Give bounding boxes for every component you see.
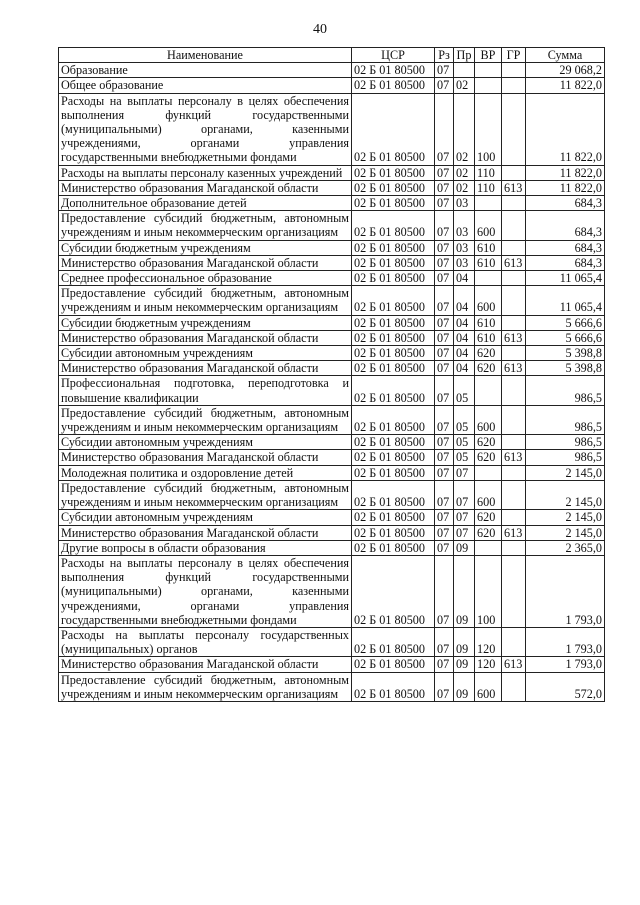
cell-gr: 613 — [502, 657, 526, 672]
cell-name: Субсидии автономным учреждениям — [59, 346, 352, 361]
cell-sum: 11 822,0 — [526, 180, 605, 195]
cell-name: Министерство образования Магаданской области — [59, 450, 352, 465]
table-row — [59, 361, 605, 376]
cell-sum: 684,3 — [526, 240, 605, 255]
cell-name: Предоставление субсидий бюджетным, автономным учреждениям и иным некоммерческим организациям — [59, 286, 352, 315]
cell-vr: 610 — [475, 240, 502, 255]
cell-name: Министерство образования Магаданской области — [59, 361, 352, 376]
cell-gr — [502, 315, 526, 330]
cell-name: Субсидии бюджетным учреждениям — [59, 240, 352, 255]
cell-name: Образование — [59, 63, 352, 78]
cell-pr: 04 — [454, 330, 475, 345]
cell-rz: 07 — [435, 540, 454, 555]
cell-rz: 07 — [435, 240, 454, 255]
table-row — [59, 540, 605, 555]
cell-name: Предоставление субсидий бюджетным, автономным учреждениям и иным некоммерческим организациям — [59, 672, 352, 701]
table-row — [59, 93, 605, 165]
header-pr: Пр — [454, 48, 475, 63]
cell-rz: 07 — [435, 465, 454, 480]
cell-sum: 11 822,0 — [526, 78, 605, 93]
cell-gr — [502, 627, 526, 656]
cell-csr: 02 Б 01 80500 — [352, 672, 435, 701]
cell-csr: 02 Б 01 80500 — [352, 657, 435, 672]
cell-name: Среднее профессиональное образование — [59, 271, 352, 286]
cell-pr: 09 — [454, 672, 475, 701]
cell-name: Предоставление субсидий бюджетным, автономным учреждениям и иным некоммерческим организациям — [59, 480, 352, 509]
cell-pr: 07 — [454, 525, 475, 540]
cell-sum: 29 068,2 — [526, 63, 605, 78]
cell-vr: 600 — [475, 286, 502, 315]
cell-sum: 11 065,4 — [526, 286, 605, 315]
cell-name: Субсидии бюджетным учреждениям — [59, 315, 352, 330]
cell-rz: 07 — [435, 405, 454, 434]
cell-sum: 1 793,0 — [526, 657, 605, 672]
cell-pr: 09 — [454, 627, 475, 656]
cell-csr: 02 Б 01 80500 — [352, 465, 435, 480]
cell-name: Предоставление субсидий бюджетным, автономным учреждениям и иным некоммерческим организациям — [59, 211, 352, 240]
table-row — [59, 78, 605, 93]
cell-vr: 600 — [475, 211, 502, 240]
table-row — [59, 525, 605, 540]
cell-name: Расходы на выплаты персоналу в целях обеспечения выполнения функций государственными (муниципальными) органами, казенными учреждениями, органами управления государственными внебюджетными фондами — [59, 93, 352, 165]
cell-csr: 02 Б 01 80500 — [352, 376, 435, 405]
cell-pr: 04 — [454, 361, 475, 376]
cell-sum: 2 365,0 — [526, 540, 605, 555]
cell-gr — [502, 93, 526, 165]
table-row — [59, 196, 605, 211]
cell-sum: 5 666,6 — [526, 315, 605, 330]
cell-gr — [502, 78, 526, 93]
cell-vr — [475, 78, 502, 93]
cell-rz: 07 — [435, 93, 454, 165]
table-body — [59, 63, 605, 702]
cell-vr: 100 — [475, 93, 502, 165]
cell-pr: 04 — [454, 315, 475, 330]
page-number: 40 — [313, 22, 327, 37]
cell-pr — [454, 63, 475, 78]
cell-rz: 07 — [435, 346, 454, 361]
cell-csr: 02 Б 01 80500 — [352, 627, 435, 656]
cell-rz: 07 — [435, 657, 454, 672]
cell-csr: 02 Б 01 80500 — [352, 480, 435, 509]
cell-csr: 02 Б 01 80500 — [352, 435, 435, 450]
cell-vr: 620 — [475, 361, 502, 376]
cell-pr: 07 — [454, 465, 475, 480]
header-rz: Рз — [435, 48, 454, 63]
cell-rz: 07 — [435, 211, 454, 240]
cell-rz: 07 — [435, 286, 454, 315]
table-row — [59, 211, 605, 240]
cell-csr: 02 Б 01 80500 — [352, 315, 435, 330]
header-name: Наименование — [59, 48, 352, 63]
cell-sum: 11 822,0 — [526, 93, 605, 165]
cell-pr: 03 — [454, 196, 475, 211]
cell-csr: 02 Б 01 80500 — [352, 196, 435, 211]
table-row — [59, 435, 605, 450]
header-gr: ГР — [502, 48, 526, 63]
cell-vr: 610 — [475, 315, 502, 330]
table-row — [59, 627, 605, 656]
cell-csr: 02 Б 01 80500 — [352, 211, 435, 240]
cell-sum: 572,0 — [526, 672, 605, 701]
cell-pr: 02 — [454, 93, 475, 165]
cell-rz: 07 — [435, 271, 454, 286]
cell-rz: 07 — [435, 376, 454, 405]
cell-sum: 11 822,0 — [526, 165, 605, 180]
table-row — [59, 180, 605, 195]
cell-gr — [502, 346, 526, 361]
cell-vr: 120 — [475, 627, 502, 656]
cell-vr — [475, 271, 502, 286]
table-row — [59, 657, 605, 672]
cell-sum: 986,5 — [526, 405, 605, 434]
cell-rz: 07 — [435, 450, 454, 465]
cell-name: Расходы на выплаты персоналу государственных (муниципальных) органов — [59, 627, 352, 656]
cell-pr: 07 — [454, 480, 475, 509]
cell-sum: 5 666,6 — [526, 330, 605, 345]
cell-rz: 07 — [435, 255, 454, 270]
cell-gr: 613 — [502, 361, 526, 376]
cell-vr: 610 — [475, 255, 502, 270]
table-row — [59, 510, 605, 525]
cell-pr: 05 — [454, 435, 475, 450]
cell-sum: 2 145,0 — [526, 525, 605, 540]
cell-vr: 620 — [475, 510, 502, 525]
cell-pr: 05 — [454, 376, 475, 405]
cell-vr: 620 — [475, 450, 502, 465]
cell-sum: 11 065,4 — [526, 271, 605, 286]
cell-rz: 07 — [435, 63, 454, 78]
cell-name: Расходы на выплаты персоналу казенных учреждений — [59, 165, 352, 180]
table-row — [59, 286, 605, 315]
cell-vr: 620 — [475, 346, 502, 361]
cell-csr: 02 Б 01 80500 — [352, 240, 435, 255]
cell-gr: 613 — [502, 525, 526, 540]
cell-rz: 07 — [435, 165, 454, 180]
cell-rz: 07 — [435, 555, 454, 627]
table-row — [59, 480, 605, 509]
cell-csr: 02 Б 01 80500 — [352, 330, 435, 345]
cell-sum: 5 398,8 — [526, 346, 605, 361]
cell-csr: 02 Б 01 80500 — [352, 286, 435, 315]
cell-vr — [475, 465, 502, 480]
cell-csr: 02 Б 01 80500 — [352, 165, 435, 180]
cell-name: Министерство образования Магаданской области — [59, 255, 352, 270]
cell-gr — [502, 165, 526, 180]
cell-pr: 09 — [454, 657, 475, 672]
table-row — [59, 405, 605, 434]
table-row — [59, 165, 605, 180]
cell-gr — [502, 211, 526, 240]
table-row — [59, 346, 605, 361]
cell-pr: 03 — [454, 255, 475, 270]
cell-pr: 04 — [454, 271, 475, 286]
cell-name: Субсидии автономным учреждениям — [59, 435, 352, 450]
cell-pr: 02 — [454, 180, 475, 195]
table-row — [59, 240, 605, 255]
cell-sum: 2 145,0 — [526, 465, 605, 480]
cell-rz: 07 — [435, 330, 454, 345]
cell-pr: 02 — [454, 165, 475, 180]
cell-pr: 03 — [454, 240, 475, 255]
cell-csr: 02 Б 01 80500 — [352, 555, 435, 627]
cell-name: Министерство образования Магаданской области — [59, 657, 352, 672]
cell-pr: 02 — [454, 78, 475, 93]
table-row — [59, 315, 605, 330]
table-row — [59, 376, 605, 405]
cell-rz: 07 — [435, 480, 454, 509]
table-row — [59, 330, 605, 345]
cell-name: Дополнительное образование детей — [59, 196, 352, 211]
cell-rz: 07 — [435, 435, 454, 450]
cell-sum: 684,3 — [526, 211, 605, 240]
cell-sum: 2 145,0 — [526, 480, 605, 509]
cell-name: Министерство образования Магаданской области — [59, 180, 352, 195]
cell-vr: 620 — [475, 525, 502, 540]
cell-gr — [502, 63, 526, 78]
cell-name: Министерство образования Магаданской области — [59, 330, 352, 345]
cell-pr: 07 — [454, 510, 475, 525]
table-row — [59, 450, 605, 465]
cell-pr: 05 — [454, 450, 475, 465]
cell-csr: 02 Б 01 80500 — [352, 361, 435, 376]
cell-vr: 600 — [475, 480, 502, 509]
cell-gr — [502, 672, 526, 701]
cell-rz: 07 — [435, 180, 454, 195]
table-row — [59, 465, 605, 480]
table-row — [59, 271, 605, 286]
cell-rz: 07 — [435, 196, 454, 211]
cell-sum: 1 793,0 — [526, 627, 605, 656]
cell-rz: 07 — [435, 525, 454, 540]
table-row — [59, 672, 605, 701]
cell-pr: 05 — [454, 405, 475, 434]
cell-csr: 02 Б 01 80500 — [352, 78, 435, 93]
cell-sum: 986,5 — [526, 450, 605, 465]
cell-vr: 620 — [475, 435, 502, 450]
header-csr: ЦСР — [352, 48, 435, 63]
cell-pr: 04 — [454, 286, 475, 315]
cell-gr — [502, 286, 526, 315]
cell-csr: 02 Б 01 80500 — [352, 271, 435, 286]
cell-vr: 610 — [475, 330, 502, 345]
cell-gr — [502, 271, 526, 286]
cell-rz: 07 — [435, 361, 454, 376]
cell-sum: 986,5 — [526, 376, 605, 405]
cell-csr: 02 Б 01 80500 — [352, 255, 435, 270]
cell-gr — [502, 465, 526, 480]
table-row — [59, 255, 605, 270]
cell-pr: 09 — [454, 540, 475, 555]
cell-rz: 07 — [435, 510, 454, 525]
cell-vr: 600 — [475, 405, 502, 434]
cell-gr: 613 — [502, 330, 526, 345]
cell-gr — [502, 555, 526, 627]
cell-csr: 02 Б 01 80500 — [352, 180, 435, 195]
cell-vr — [475, 540, 502, 555]
cell-sum: 986,5 — [526, 435, 605, 450]
cell-name: Предоставление субсидий бюджетным, автономным учреждениям и иным некоммерческим организациям — [59, 405, 352, 434]
table-header-row — [59, 48, 605, 63]
cell-csr: 02 Б 01 80500 — [352, 540, 435, 555]
cell-name: Расходы на выплаты персоналу в целях обеспечения выполнения функций государственными (муниципальными) органами, казенными учреждениями, органами управления государственными внебюджетными фондами — [59, 555, 352, 627]
cell-vr: 100 — [475, 555, 502, 627]
cell-name: Общее образование — [59, 78, 352, 93]
cell-name: Субсидии автономным учреждениям — [59, 510, 352, 525]
cell-csr: 02 Б 01 80500 — [352, 510, 435, 525]
cell-csr: 02 Б 01 80500 — [352, 525, 435, 540]
table-row — [59, 63, 605, 78]
cell-vr: 110 — [475, 165, 502, 180]
cell-gr: 613 — [502, 180, 526, 195]
cell-sum: 2 145,0 — [526, 510, 605, 525]
table-row — [59, 555, 605, 627]
budget-table — [58, 47, 605, 702]
header-vr: ВР — [475, 48, 502, 63]
cell-gr — [502, 540, 526, 555]
cell-gr — [502, 196, 526, 211]
cell-rz: 07 — [435, 78, 454, 93]
cell-sum: 684,3 — [526, 255, 605, 270]
cell-gr — [502, 405, 526, 434]
cell-vr — [475, 196, 502, 211]
cell-gr — [502, 510, 526, 525]
cell-name: Министерство образования Магаданской области — [59, 525, 352, 540]
cell-gr — [502, 435, 526, 450]
cell-csr: 02 Б 01 80500 — [352, 346, 435, 361]
cell-name: Профессиональная подготовка, переподготовка и повышение квалификации — [59, 376, 352, 405]
cell-sum: 684,3 — [526, 196, 605, 211]
cell-gr — [502, 240, 526, 255]
cell-csr: 02 Б 01 80500 — [352, 450, 435, 465]
cell-sum: 1 793,0 — [526, 555, 605, 627]
cell-vr: 110 — [475, 180, 502, 195]
cell-name: Другие вопросы в области образования — [59, 540, 352, 555]
cell-pr: 09 — [454, 555, 475, 627]
cell-gr: 613 — [502, 450, 526, 465]
cell-rz: 07 — [435, 672, 454, 701]
cell-csr: 02 Б 01 80500 — [352, 405, 435, 434]
cell-pr: 04 — [454, 346, 475, 361]
cell-gr — [502, 480, 526, 509]
cell-rz: 07 — [435, 315, 454, 330]
cell-name: Молодежная политика и оздоровление детей — [59, 465, 352, 480]
cell-vr — [475, 376, 502, 405]
cell-vr: 120 — [475, 657, 502, 672]
cell-sum: 5 398,8 — [526, 361, 605, 376]
cell-rz: 07 — [435, 627, 454, 656]
cell-gr — [502, 376, 526, 405]
cell-pr: 03 — [454, 211, 475, 240]
header-sum: Сумма — [526, 48, 605, 63]
cell-csr: 02 Б 01 80500 — [352, 63, 435, 78]
cell-vr: 600 — [475, 672, 502, 701]
cell-gr: 613 — [502, 255, 526, 270]
cell-vr — [475, 63, 502, 78]
cell-csr: 02 Б 01 80500 — [352, 93, 435, 165]
